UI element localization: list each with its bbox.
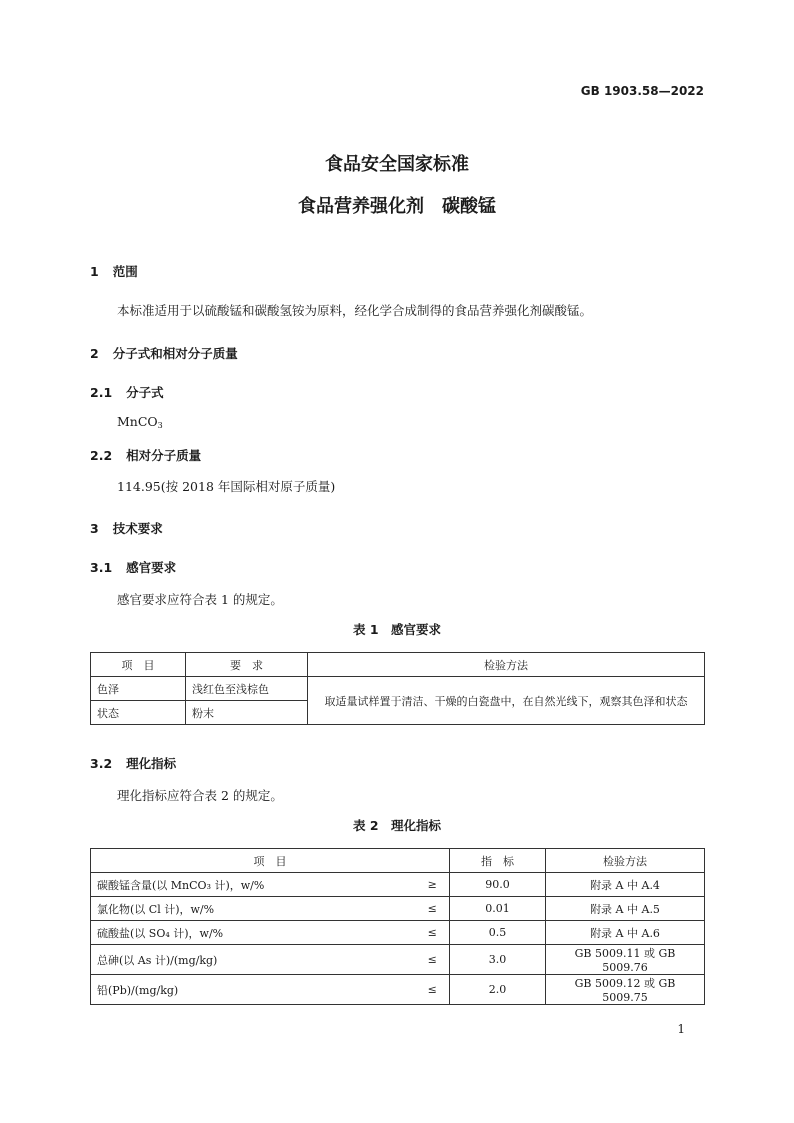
table-row <box>91 975 705 1005</box>
section-2-heading <box>90 344 238 362</box>
method-cell: 附录 A 中 A.4 <box>546 873 705 897</box>
formula-subscript: 3 <box>157 421 163 430</box>
section-1-heading <box>90 262 138 280</box>
operator-cell: ≤ <box>416 975 450 1005</box>
table-row <box>91 921 705 945</box>
table-row <box>91 873 705 897</box>
section-number: 3 <box>90 521 99 536</box>
header-cell: 项 目 <box>91 849 450 873</box>
item-cell: 总砷(以 As 计)/(mg/kg) <box>91 945 416 975</box>
table-header-row <box>91 653 705 677</box>
method-cell: 附录 A 中 A.5 <box>546 897 705 921</box>
molecular-formula <box>117 414 163 430</box>
section-title: 理化指标 <box>126 756 177 771</box>
section-title: 分子式 <box>126 385 164 400</box>
table-1-caption: 表 1 感官要求 <box>352 622 442 637</box>
section-number: 2 <box>90 346 99 361</box>
operator-cell: ≤ <box>416 921 450 945</box>
item-cell: 铅(Pb)/(mg/kg) <box>91 975 416 1005</box>
method-cell: 取适量试样置于清洁、干燥的白瓷盘中，在自然光线下，观察其色泽和状态 <box>308 677 705 725</box>
section-title: 感官要求 <box>126 560 177 575</box>
header-cell: 检验方法 <box>546 849 705 873</box>
doc-title: 食品安全国家标准 <box>325 154 469 175</box>
page-number: 1 <box>677 1022 685 1036</box>
section-2-2-heading <box>90 446 201 464</box>
section-number: 2.2 <box>90 448 113 463</box>
section-3-1-text: 感官要求应符合表 1 的规定。 <box>117 592 283 607</box>
method-cell: 附录 A 中 A.6 <box>546 921 705 945</box>
header-cell: 项 目 <box>91 653 186 677</box>
molecular-mass: 114.95(按 2018 年国际相对原子质量) <box>117 479 336 494</box>
item-cell: 色泽 <box>91 677 186 701</box>
table-1 <box>90 652 705 725</box>
standard-number: GB 1903.58—2022 <box>580 84 704 98</box>
operator-cell: ≤ <box>416 897 450 921</box>
requirement-cell: 粉末 <box>186 701 308 725</box>
section-2-1-heading <box>90 383 164 401</box>
section-1-text: 本标准适用于以硫酸锰和碳酸氢铵为原料，经化学合成制得的食品营养强化剂碳酸锰。 <box>117 303 593 318</box>
operator-cell: ≥ <box>416 873 450 897</box>
table-row <box>91 677 705 701</box>
table-header-row <box>91 849 705 873</box>
value-cell: 3.0 <box>450 945 546 975</box>
value-cell: 2.0 <box>450 975 546 1005</box>
item-cell: 状态 <box>91 701 186 725</box>
table-row <box>91 897 705 921</box>
method-cell: GB 5009.11 或 GB 5009.76 <box>546 945 705 975</box>
section-3-2-text: 理化指标应符合表 2 的规定。 <box>117 788 283 803</box>
section-title: 相对分子质量 <box>126 448 202 463</box>
value-cell: 0.5 <box>450 921 546 945</box>
method-cell: GB 5009.12 或 GB 5009.75 <box>546 975 705 1005</box>
value-cell: 0.01 <box>450 897 546 921</box>
formula-main: MnCO <box>117 414 158 429</box>
item-cell: 硫酸盐(以 SO₄ 计)，w/% <box>91 921 416 945</box>
section-title: 技术要求 <box>112 521 163 536</box>
section-3-heading <box>90 519 163 537</box>
table-2-caption: 表 2 理化指标 <box>352 818 442 833</box>
section-3-1-heading <box>90 558 176 576</box>
header-cell: 要 求 <box>186 653 308 677</box>
section-number: 3.2 <box>90 756 113 771</box>
requirement-cell: 浅红色至浅棕色 <box>186 677 308 701</box>
section-title: 分子式和相对分子质量 <box>112 346 238 361</box>
value-cell: 90.0 <box>450 873 546 897</box>
section-number: 2.1 <box>90 385 113 400</box>
section-title: 范围 <box>112 264 138 279</box>
item-cell: 氯化物(以 Cl 计)，w/% <box>91 897 416 921</box>
table-2 <box>90 848 705 1005</box>
item-cell: 碳酸锰含量(以 MnCO₃ 计)，w/% <box>91 873 416 897</box>
section-3-2-heading <box>90 754 176 772</box>
doc-subtitle: 食品营养强化剂 碳酸锰 <box>298 196 496 217</box>
operator-cell: ≤ <box>416 945 450 975</box>
section-number: 3.1 <box>90 560 113 575</box>
header-cell: 检验方法 <box>308 653 705 677</box>
table-row <box>91 945 705 975</box>
header-cell: 指 标 <box>450 849 546 873</box>
section-number: 1 <box>90 264 99 279</box>
